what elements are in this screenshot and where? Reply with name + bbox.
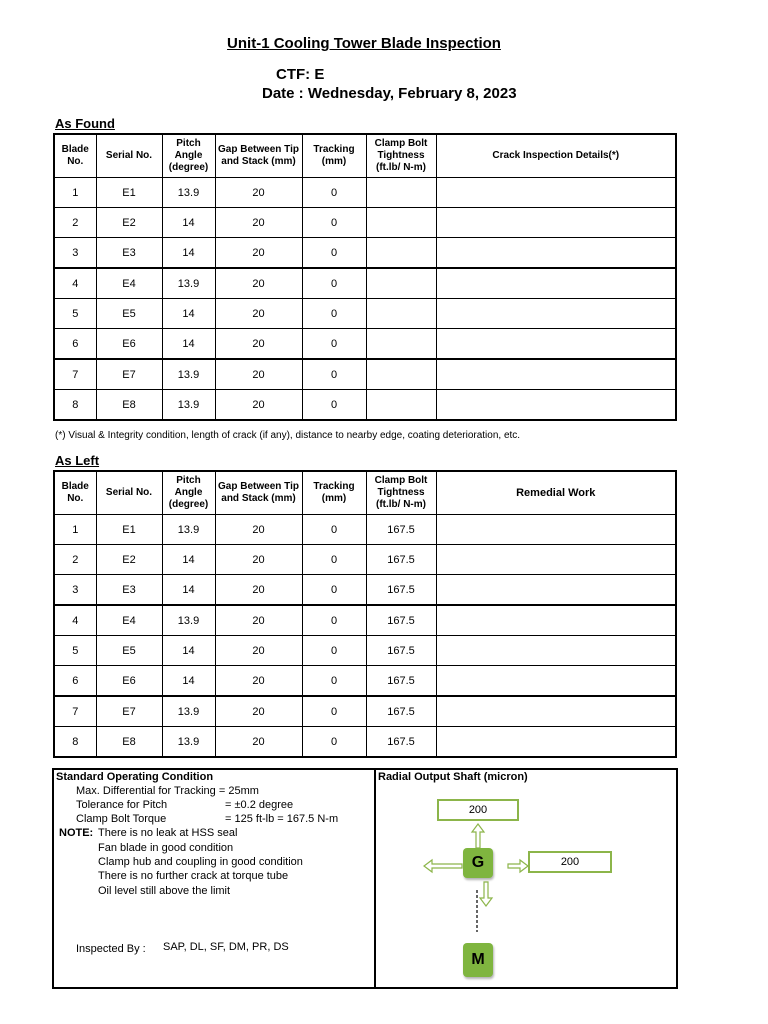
soc-line-torque-value: = 125 ft-lb = 167.5 N-m [225,813,339,825]
column-header: Tracking (mm) [302,471,366,515]
inspected-by-label: Inspected By : [76,943,146,955]
table-cell [436,390,676,421]
table-cell: 0 [302,636,366,666]
table-cell: 14 [162,299,215,329]
table-cell: 167.5 [366,696,436,727]
soc-line-pitch-value: = ±0.2 degree [225,799,294,811]
table-cell: 0 [302,666,366,697]
table-cell [366,299,436,329]
table-cell [436,359,676,390]
table-cell: 20 [215,208,302,238]
table-cell: E6 [96,329,162,360]
table-cell: 13.9 [162,359,215,390]
table-header-row [54,471,676,515]
table-cell: 20 [215,696,302,727]
table-cell: 4 [54,605,96,636]
table-cell: 7 [54,696,96,727]
table-row [54,329,676,360]
table-cell [436,545,676,575]
column-header: Gap Between Tip and Stack (mm) [215,134,302,178]
table-cell: 13.9 [162,268,215,299]
table-row [54,178,676,208]
table-row [54,696,676,727]
table-cell [436,575,676,606]
table-cell [436,299,676,329]
table-cell: 6 [54,329,96,360]
table-cell: 0 [302,208,366,238]
column-header: Pitch Angle (degree) [162,134,215,178]
table-cell: 2 [54,208,96,238]
footnote: (*) Visual & Integrity condition, length of crack (if any), distance to nearby edge, coating deterioration, etc. [55,430,521,441]
table-cell: 0 [302,359,366,390]
table-cell: 167.5 [366,605,436,636]
as-left-table [53,470,677,758]
table-row [54,666,676,697]
table-cell: E1 [96,178,162,208]
table-cell: 0 [302,696,366,727]
inspected-by-value: SAP, DL, SF, DM, PR, DS [163,941,289,953]
table-cell [436,268,676,299]
note-item: Oil level still above the limit [98,885,231,897]
as-found-table [53,133,677,421]
table-row [54,636,676,666]
table-cell: 0 [302,390,366,421]
table-cell: 3 [54,575,96,606]
table-cell: 4 [54,268,96,299]
table-cell: 20 [215,666,302,697]
table-row [54,575,676,606]
table-cell: 1 [54,178,96,208]
table-cell: 13.9 [162,390,215,421]
table-cell: 14 [162,238,215,269]
column-header: Clamp Bolt Tightness (ft.lb/ N-m) [366,471,436,515]
column-header: Serial No. [96,471,162,515]
table-cell: 0 [302,178,366,208]
as-left-body [54,515,676,758]
table-cell: 5 [54,636,96,666]
table-cell: 0 [302,268,366,299]
table-cell: 20 [215,575,302,606]
table-cell: 1 [54,515,96,545]
table-cell: 167.5 [366,727,436,758]
table-cell: 14 [162,575,215,606]
table-cell: 14 [162,666,215,697]
table-cell: 3 [54,238,96,269]
table-row [54,605,676,636]
table-row [54,727,676,758]
ctf-label: CTF: E [276,66,325,83]
conditions-panel [52,768,678,989]
table-cell: 0 [302,727,366,758]
column-header: Crack Inspection Details(*) [436,134,676,178]
table-cell: E3 [96,575,162,606]
table-cell: E5 [96,636,162,666]
table-cell: 167.5 [366,515,436,545]
table-cell: 0 [302,299,366,329]
table-cell: 20 [215,238,302,269]
table-cell [366,390,436,421]
table-cell [366,359,436,390]
note-item: Clamp hub and coupling in good condition [98,856,303,868]
table-cell [436,636,676,666]
column-header: Serial No. [96,134,162,178]
column-header: Remedial Work [436,471,676,515]
table-cell: 13.9 [162,727,215,758]
table-cell: 13.9 [162,515,215,545]
table-cell: 167.5 [366,575,436,606]
table-cell: 0 [302,329,366,360]
table-cell: 14 [162,636,215,666]
column-header: Gap Between Tip and Stack (mm) [215,471,302,515]
motor-icon: M [463,943,493,977]
table-cell: 13.9 [162,696,215,727]
table-cell: 20 [215,329,302,360]
table-cell [436,238,676,269]
table-cell: E2 [96,545,162,575]
table-cell: 13.9 [162,605,215,636]
column-header: Clamp Bolt Tightness (ft.lb/ N-m) [366,134,436,178]
table-cell: 20 [215,299,302,329]
table-cell: 20 [215,727,302,758]
table-row [54,515,676,545]
table-cell: 20 [215,636,302,666]
table-cell: 20 [215,605,302,636]
table-cell: E6 [96,666,162,697]
column-header: Tracking (mm) [302,134,366,178]
table-cell [436,178,676,208]
table-cell: E7 [96,696,162,727]
soc-line-tracking: Max. Differential for Tracking = 25mm [76,785,259,797]
note-label: NOTE: [59,827,94,839]
table-cell: 20 [215,515,302,545]
as-found-body [54,178,676,421]
table-cell: 14 [162,545,215,575]
table-cell [366,268,436,299]
as-found-label: As Found [55,116,115,131]
date-label: Date : Wednesday, February 8, 2023 [262,85,517,102]
table-cell [436,605,676,636]
column-header: Blade No. [54,134,96,178]
note-item: Fan blade in good condition [98,842,234,854]
soc-line-pitch-label: Tolerance for Pitch [76,799,168,811]
table-row [54,299,676,329]
table-row [54,268,676,299]
table-cell: 20 [215,268,302,299]
table-cell: 0 [302,545,366,575]
shaft-right-value: 200 [528,851,612,873]
table-row [54,390,676,421]
table-cell: 167.5 [366,545,436,575]
table-cell: E4 [96,605,162,636]
table-cell: 8 [54,727,96,758]
table-cell: E3 [96,238,162,269]
table-cell: E8 [96,390,162,421]
page-title: Unit-1 Cooling Tower Blade Inspection [227,35,501,52]
table-cell: E1 [96,515,162,545]
shaft-top-value: 200 [437,799,519,821]
table-cell: 20 [215,178,302,208]
table-cell: 167.5 [366,666,436,697]
table-cell: 0 [302,238,366,269]
shaft-title: Radial Output Shaft (micron) [378,771,528,783]
column-header: Pitch Angle (degree) [162,471,215,515]
table-cell [436,666,676,697]
gearbox-icon: G [463,848,493,878]
table-cell [436,696,676,727]
table-cell: 20 [215,390,302,421]
table-cell: E2 [96,208,162,238]
table-cell: E5 [96,299,162,329]
table-cell: 0 [302,515,366,545]
table-cell: 20 [215,359,302,390]
table-row [54,208,676,238]
table-cell: 0 [302,605,366,636]
table-cell: 7 [54,359,96,390]
table-cell [366,329,436,360]
as-left-label: As Left [55,453,100,468]
table-cell: 20 [215,545,302,575]
table-header-row [54,134,676,178]
table-cell [366,238,436,269]
shaft-arrows-icon [414,820,534,960]
table-cell: 2 [54,545,96,575]
table-cell [436,329,676,360]
table-cell [366,208,436,238]
note-item: There is no further crack at torque tube [98,870,289,882]
table-cell: E7 [96,359,162,390]
table-row [54,238,676,269]
column-header: Blade No. [54,471,96,515]
table-row [54,359,676,390]
table-cell: 14 [162,208,215,238]
table-cell [366,178,436,208]
soc-line-torque-label: Clamp Bolt Torque [76,813,167,825]
table-cell: 13.9 [162,178,215,208]
table-cell: 6 [54,666,96,697]
note-item: There is no leak at HSS seal [98,827,238,839]
soc-title: Standard Operating Condition [56,771,214,783]
table-cell: 0 [302,575,366,606]
table-row [54,545,676,575]
table-cell: 8 [54,390,96,421]
table-cell [436,208,676,238]
table-cell: E4 [96,268,162,299]
table-cell: 14 [162,329,215,360]
panel-divider [374,770,376,987]
table-cell [436,515,676,545]
table-cell [436,727,676,758]
table-cell: 5 [54,299,96,329]
table-cell: E8 [96,727,162,758]
table-cell: 167.5 [366,636,436,666]
